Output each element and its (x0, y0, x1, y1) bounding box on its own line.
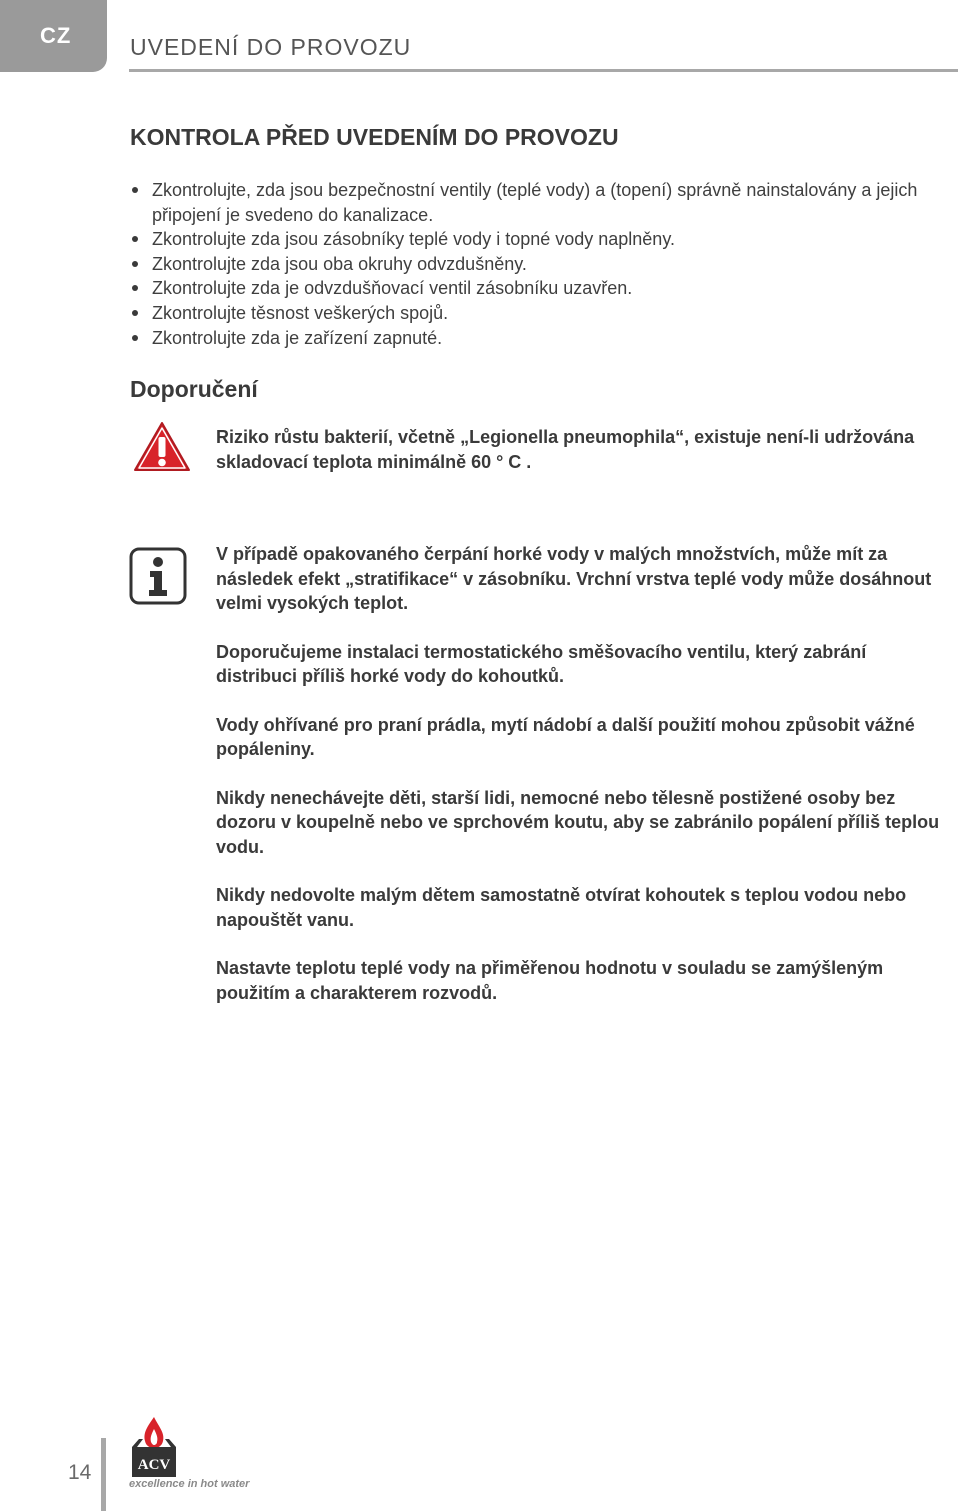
safety-note: Vody ohřívané pro praní prádla, mytí nádobí a další použití mohou způsobit vážné popáleniny. (216, 714, 915, 759)
language-code: CZ (40, 23, 72, 48)
pre-start-checklist (130, 178, 920, 350)
recommendation-heading: Doporučení (130, 376, 258, 402)
footer-divider (101, 1438, 106, 1511)
checklist-item: Zkontrolujte zda je zařízení zapnuté. (130, 326, 920, 351)
safety-notes (216, 542, 941, 1029)
info-icon (129, 547, 187, 605)
acv-logo (129, 1415, 179, 1479)
legionella-warning: Riziko růstu bakterií, včetně „Legionella pneumophila“, existuje není-li udržována skladovací teplota minimálně 60 ° C . (216, 427, 915, 472)
header-divider (129, 69, 958, 72)
checklist-item: Zkontrolujte zda jsou zásobníky teplé vody i topné vody naplněny. (130, 227, 920, 252)
safety-note: Nikdy nenechávejte děti, starší lidi, nemocné nebo tělesně postižené osoby bez dozoru v koupelně nebo ve sprchovém koutu, aby se zabránilo popálení příliš teplou vodu. (216, 787, 940, 857)
chapter-title: UVEDENÍ DO PROVOZU (130, 34, 412, 60)
section-heading: KONTROLA PŘED UVEDENÍM DO PROVOZU (130, 124, 619, 150)
bullet-icon (132, 285, 138, 291)
bullet-icon (132, 236, 138, 242)
bullet-icon (132, 187, 138, 193)
safety-note: V případě opakovaného čerpání horké vody v malých množstvích, může mít za následek efekt „stratifikace“ v zásobníku. Vrchní vrstva teplé vody může dosáhnout velmi vysokých teplot. (216, 544, 932, 613)
checklist-item: Zkontrolujte zda je odvzdušňovací ventil zásobníku uzavřen. (130, 276, 920, 301)
safety-note: Nastavte teplotu teplé vody na přiměřenou hodnotu v souladu se zamýšleným použitím a charakterem rozvodů. (216, 958, 884, 1003)
svg-text:ACV: ACV (137, 1457, 171, 1473)
brand-tagline: excellence in hot water (129, 1478, 250, 1490)
bullet-icon (132, 261, 138, 267)
checklist-item: Zkontrolujte, zda jsou bezpečnostní ventily (teplé vody) a (topení) správně nainstalovány a jejich připojení je svedeno do kanalizace. (130, 178, 920, 227)
warning-triangle-icon (133, 421, 191, 473)
safety-note: Nikdy nedovolte malým dětem samostatně otvírat kohoutek s teplou vodou nebo napouštět vanu. (216, 885, 907, 930)
checklist-item: Zkontrolujte zda jsou oba okruhy odvzdušněny. (130, 252, 920, 277)
bullet-icon (132, 310, 138, 316)
page-number: 14 (68, 1461, 92, 1484)
bullet-icon (132, 335, 138, 341)
language-tab (0, 0, 107, 72)
safety-note: Doporučujeme instalaci termostatického směšovacího ventilu, který zabrání distribuci příliš horké vody do kohoutků. (216, 641, 867, 686)
checklist-item: Zkontrolujte těsnost veškerých spojů. (130, 301, 920, 326)
